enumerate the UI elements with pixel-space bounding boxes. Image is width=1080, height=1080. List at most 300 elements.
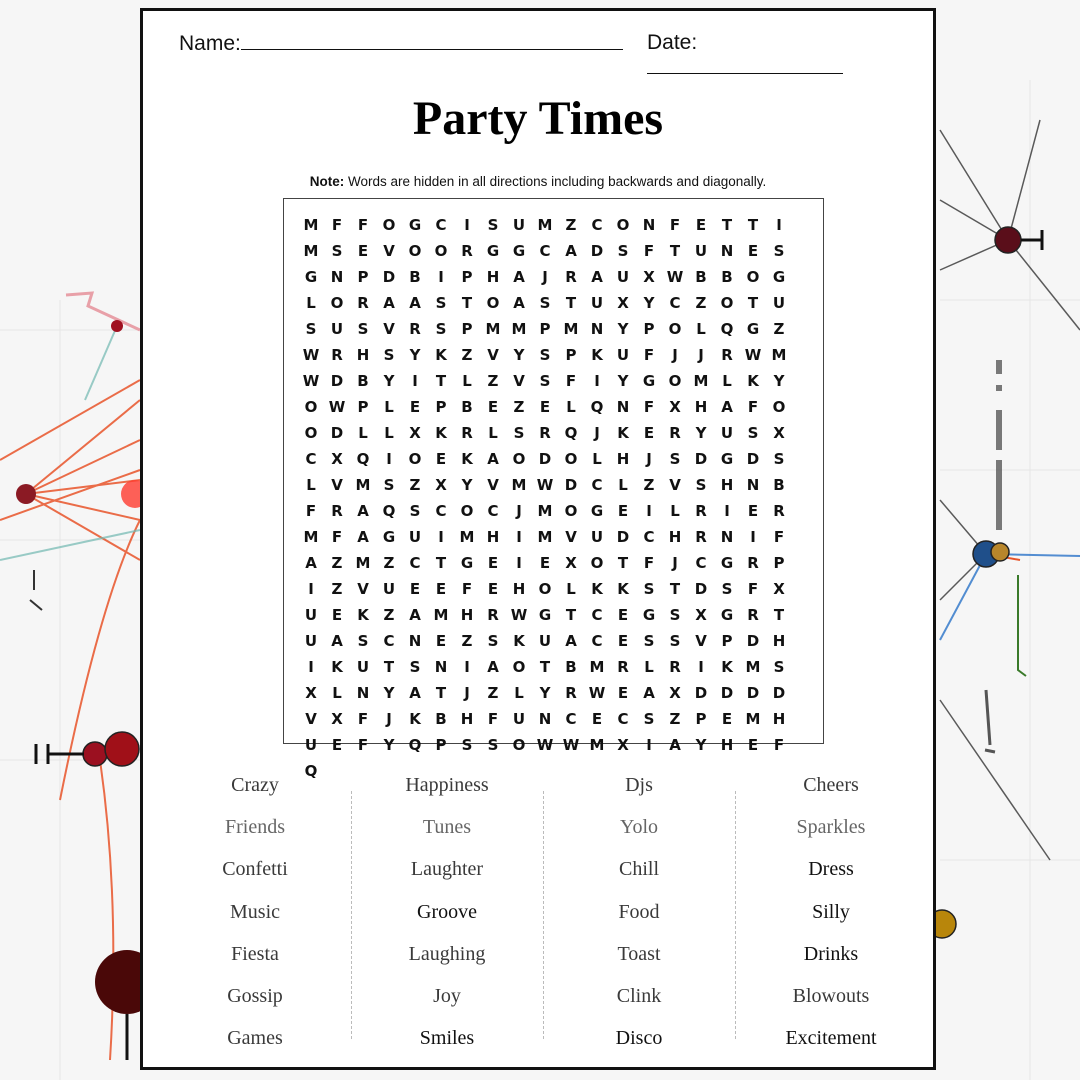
- grid-letter[interactable]: S: [773, 242, 785, 260]
- grid-letter[interactable]: P: [643, 320, 655, 338]
- grid-letter[interactable]: T: [773, 606, 785, 624]
- grid-letter[interactable]: G: [512, 242, 526, 260]
- grid-letter[interactable]: L: [644, 658, 654, 676]
- grid-letter[interactable]: G: [720, 606, 734, 624]
- grid-letter[interactable]: T: [383, 658, 395, 676]
- grid-letter[interactable]: A: [487, 450, 499, 468]
- grid-letter[interactable]: J: [672, 346, 678, 364]
- grid-letter[interactable]: X: [409, 424, 421, 442]
- grid-letter[interactable]: V: [331, 476, 343, 494]
- grid-letter[interactable]: I: [464, 216, 470, 234]
- grid-letter[interactable]: W: [328, 398, 346, 416]
- grid-letter[interactable]: V: [305, 710, 317, 728]
- grid-letter[interactable]: F: [565, 372, 577, 390]
- grid-letter[interactable]: S: [773, 450, 785, 468]
- grid-letter[interactable]: A: [487, 658, 499, 676]
- grid-letter[interactable]: U: [356, 658, 370, 676]
- grid-letter[interactable]: N: [720, 242, 734, 260]
- grid-letter[interactable]: O: [720, 294, 734, 312]
- grid-letter[interactable]: N: [642, 216, 656, 234]
- grid-letter[interactable]: W: [510, 606, 528, 624]
- grid-letter[interactable]: R: [565, 684, 577, 702]
- grid-letter[interactable]: S: [773, 658, 785, 676]
- grid-letter[interactable]: C: [591, 606, 603, 624]
- grid-letter[interactable]: A: [565, 242, 577, 260]
- grid-letter[interactable]: H: [720, 736, 734, 754]
- grid-letter[interactable]: O: [304, 398, 318, 416]
- grid-letter[interactable]: R: [331, 346, 343, 364]
- grid-letter[interactable]: S: [539, 372, 551, 390]
- grid-letter[interactable]: Y: [695, 424, 707, 442]
- grid-letter[interactable]: F: [305, 502, 317, 520]
- grid-letter[interactable]: X: [565, 554, 577, 572]
- grid-letter[interactable]: D: [330, 372, 344, 390]
- grid-letter[interactable]: X: [773, 424, 785, 442]
- grid-letter[interactable]: C: [643, 528, 655, 546]
- grid-letter[interactable]: N: [538, 710, 552, 728]
- grid-letter[interactable]: T: [747, 294, 759, 312]
- grid-letter[interactable]: Z: [461, 632, 473, 650]
- grid-letter[interactable]: L: [306, 294, 316, 312]
- grid-letter[interactable]: Z: [331, 554, 343, 572]
- grid-letter[interactable]: B: [461, 398, 473, 416]
- grid-letter[interactable]: K: [617, 424, 629, 442]
- grid-letter[interactable]: B: [721, 268, 733, 286]
- grid-letter[interactable]: Y: [383, 736, 395, 754]
- grid-letter[interactable]: R: [747, 554, 759, 572]
- grid-letter[interactable]: Y: [383, 372, 395, 390]
- grid-letter[interactable]: I: [724, 502, 730, 520]
- grid-letter[interactable]: F: [747, 580, 759, 598]
- grid-letter[interactable]: W: [588, 684, 606, 702]
- grid-letter[interactable]: Y: [617, 320, 629, 338]
- grid-letter[interactable]: G: [408, 216, 422, 234]
- grid-letter[interactable]: C: [383, 632, 395, 650]
- grid-letter[interactable]: L: [670, 502, 680, 520]
- grid-letter[interactable]: G: [746, 320, 760, 338]
- grid-letter[interactable]: E: [747, 736, 759, 754]
- grid-letter[interactable]: E: [435, 632, 447, 650]
- grid-letter[interactable]: F: [331, 528, 343, 546]
- grid-letter[interactable]: Q: [408, 736, 422, 754]
- grid-letter[interactable]: Z: [409, 476, 421, 494]
- grid-letter[interactable]: P: [695, 710, 707, 728]
- grid-letter[interactable]: U: [616, 268, 630, 286]
- grid-letter[interactable]: S: [669, 632, 681, 650]
- grid-letter[interactable]: V: [695, 632, 707, 650]
- grid-letter[interactable]: Y: [461, 476, 473, 494]
- grid-letter[interactable]: I: [646, 502, 652, 520]
- grid-letter[interactable]: A: [513, 268, 525, 286]
- grid-letter[interactable]: U: [590, 528, 604, 546]
- grid-letter[interactable]: X: [669, 684, 681, 702]
- grid-letter[interactable]: A: [409, 294, 421, 312]
- grid-letter[interactable]: O: [408, 450, 422, 468]
- grid-letter[interactable]: H: [486, 528, 500, 546]
- grid-letter[interactable]: J: [646, 450, 652, 468]
- grid-letter[interactable]: Q: [304, 762, 318, 780]
- grid-letter[interactable]: A: [383, 294, 395, 312]
- grid-letter[interactable]: U: [720, 424, 734, 442]
- grid-letter[interactable]: W: [536, 736, 554, 754]
- grid-letter[interactable]: I: [750, 528, 756, 546]
- grid-letter[interactable]: S: [669, 606, 681, 624]
- grid-letter[interactable]: L: [462, 372, 472, 390]
- grid-letter[interactable]: G: [486, 242, 500, 260]
- grid-letter[interactable]: E: [643, 424, 655, 442]
- grid-letter[interactable]: R: [695, 502, 707, 520]
- grid-letter[interactable]: I: [438, 268, 444, 286]
- grid-letter[interactable]: R: [409, 320, 421, 338]
- grid-letter[interactable]: E: [435, 580, 447, 598]
- grid-letter[interactable]: X: [331, 710, 343, 728]
- grid-letter[interactable]: Z: [643, 476, 655, 494]
- grid-letter[interactable]: T: [435, 372, 447, 390]
- grid-letter[interactable]: O: [408, 242, 422, 260]
- grid-letter[interactable]: K: [617, 580, 629, 598]
- grid-letter[interactable]: C: [591, 216, 603, 234]
- grid-letter[interactable]: N: [408, 632, 422, 650]
- grid-letter[interactable]: E: [357, 242, 369, 260]
- grid-letter[interactable]: L: [566, 580, 576, 598]
- grid-letter[interactable]: S: [513, 424, 525, 442]
- grid-letter[interactable]: D: [330, 424, 344, 442]
- grid-letter[interactable]: R: [747, 606, 759, 624]
- grid-letter[interactable]: K: [331, 658, 343, 676]
- grid-letter[interactable]: M: [589, 736, 605, 754]
- grid-letter[interactable]: Z: [487, 684, 499, 702]
- grid-letter[interactable]: S: [383, 346, 395, 364]
- grid-letter[interactable]: M: [511, 476, 527, 494]
- grid-letter[interactable]: M: [303, 242, 319, 260]
- grid-letter[interactable]: F: [357, 736, 369, 754]
- grid-letter[interactable]: S: [383, 476, 395, 494]
- grid-letter[interactable]: M: [485, 320, 501, 338]
- grid-letter[interactable]: E: [721, 710, 733, 728]
- grid-letter[interactable]: W: [302, 346, 320, 364]
- grid-letter[interactable]: S: [695, 476, 707, 494]
- grid-letter[interactable]: O: [564, 450, 578, 468]
- grid-letter[interactable]: J: [542, 268, 548, 286]
- grid-letter[interactable]: N: [590, 320, 604, 338]
- grid-letter[interactable]: I: [308, 580, 314, 598]
- grid-letter[interactable]: G: [590, 502, 604, 520]
- grid-letter[interactable]: O: [434, 242, 448, 260]
- grid-letter[interactable]: F: [773, 736, 785, 754]
- grid-letter[interactable]: S: [435, 320, 447, 338]
- grid-letter[interactable]: F: [461, 580, 473, 598]
- grid-letter[interactable]: O: [512, 450, 526, 468]
- grid-letter[interactable]: U: [538, 632, 552, 650]
- grid-letter[interactable]: A: [409, 606, 421, 624]
- grid-letter[interactable]: T: [435, 554, 447, 572]
- grid-letter[interactable]: T: [721, 216, 733, 234]
- grid-letter[interactable]: U: [590, 294, 604, 312]
- grid-letter[interactable]: U: [694, 242, 708, 260]
- grid-letter[interactable]: U: [772, 294, 786, 312]
- grid-letter[interactable]: I: [412, 372, 418, 390]
- grid-letter[interactable]: V: [669, 476, 681, 494]
- grid-letter[interactable]: F: [643, 346, 655, 364]
- grid-letter[interactable]: L: [696, 320, 706, 338]
- grid-letter[interactable]: G: [720, 554, 734, 572]
- grid-letter[interactable]: C: [591, 632, 603, 650]
- grid-letter[interactable]: I: [308, 658, 314, 676]
- grid-letter[interactable]: L: [514, 684, 524, 702]
- grid-letter[interactable]: B: [695, 268, 707, 286]
- grid-letter[interactable]: R: [773, 502, 785, 520]
- grid-letter[interactable]: J: [672, 554, 678, 572]
- grid-letter[interactable]: G: [642, 372, 656, 390]
- grid-letter[interactable]: F: [357, 710, 369, 728]
- grid-letter[interactable]: B: [409, 268, 421, 286]
- grid-letter[interactable]: I: [464, 658, 470, 676]
- grid-letter[interactable]: N: [720, 528, 734, 546]
- grid-letter[interactable]: Q: [564, 424, 578, 442]
- grid-letter[interactable]: Z: [487, 372, 499, 390]
- grid-letter[interactable]: J: [594, 424, 600, 442]
- grid-letter[interactable]: R: [461, 242, 473, 260]
- grid-letter[interactable]: T: [565, 294, 577, 312]
- grid-letter[interactable]: R: [617, 658, 629, 676]
- grid-letter[interactable]: S: [461, 736, 473, 754]
- grid-letter[interactable]: N: [746, 476, 760, 494]
- grid-letter[interactable]: I: [516, 528, 522, 546]
- grid-letter[interactable]: V: [383, 320, 395, 338]
- grid-letter[interactable]: S: [409, 502, 421, 520]
- grid-letter[interactable]: Y: [617, 372, 629, 390]
- grid-letter[interactable]: P: [435, 398, 447, 416]
- grid-letter[interactable]: M: [771, 346, 787, 364]
- grid-letter[interactable]: P: [721, 632, 733, 650]
- grid-letter[interactable]: S: [747, 424, 759, 442]
- grid-letter[interactable]: X: [669, 398, 681, 416]
- grid-letter[interactable]: O: [330, 294, 344, 312]
- grid-letter[interactable]: R: [695, 528, 707, 546]
- grid-letter[interactable]: F: [487, 710, 499, 728]
- grid-letter[interactable]: N: [434, 658, 448, 676]
- grid-letter[interactable]: Y: [773, 372, 785, 390]
- grid-letter[interactable]: E: [539, 554, 551, 572]
- grid-letter[interactable]: T: [669, 242, 681, 260]
- grid-letter[interactable]: C: [695, 554, 707, 572]
- grid-letter[interactable]: L: [618, 476, 628, 494]
- grid-letter[interactable]: N: [356, 684, 370, 702]
- grid-letter[interactable]: I: [386, 450, 392, 468]
- grid-letter[interactable]: S: [539, 346, 551, 364]
- grid-letter[interactable]: O: [668, 320, 682, 338]
- grid-letter[interactable]: Z: [331, 580, 343, 598]
- grid-letter[interactable]: O: [772, 398, 786, 416]
- grid-letter[interactable]: H: [772, 632, 786, 650]
- grid-letter[interactable]: Z: [565, 216, 577, 234]
- grid-letter[interactable]: E: [539, 398, 551, 416]
- grid-letter[interactable]: U: [616, 346, 630, 364]
- grid-letter[interactable]: M: [745, 710, 761, 728]
- grid-letter[interactable]: Z: [513, 398, 525, 416]
- grid-letter[interactable]: V: [383, 242, 395, 260]
- grid-letter[interactable]: T: [565, 606, 577, 624]
- grid-letter[interactable]: B: [565, 658, 577, 676]
- grid-letter[interactable]: J: [516, 502, 522, 520]
- grid-letter[interactable]: M: [563, 320, 579, 338]
- grid-letter[interactable]: M: [537, 502, 553, 520]
- grid-letter[interactable]: A: [591, 268, 603, 286]
- grid-letter[interactable]: L: [566, 398, 576, 416]
- grid-letter[interactable]: L: [384, 398, 394, 416]
- grid-letter[interactable]: D: [616, 528, 630, 546]
- grid-letter[interactable]: V: [513, 372, 525, 390]
- grid-letter[interactable]: Y: [409, 346, 421, 364]
- grid-letter[interactable]: D: [694, 580, 708, 598]
- grid-letter[interactable]: K: [747, 372, 759, 390]
- grid-letter[interactable]: T: [539, 658, 551, 676]
- grid-letter[interactable]: J: [464, 684, 470, 702]
- grid-letter[interactable]: C: [409, 554, 421, 572]
- grid-letter[interactable]: U: [304, 736, 318, 754]
- grid-letter[interactable]: M: [433, 606, 449, 624]
- grid-letter[interactable]: X: [773, 580, 785, 598]
- grid-letter[interactable]: S: [643, 580, 655, 598]
- grid-letter[interactable]: Z: [383, 606, 395, 624]
- grid-letter[interactable]: O: [512, 658, 526, 676]
- grid-letter[interactable]: D: [694, 684, 708, 702]
- grid-letter[interactable]: L: [384, 424, 394, 442]
- grid-letter[interactable]: X: [331, 450, 343, 468]
- grid-letter[interactable]: Z: [773, 320, 785, 338]
- grid-letter[interactable]: K: [409, 710, 421, 728]
- grid-letter[interactable]: K: [513, 632, 525, 650]
- grid-letter[interactable]: M: [459, 528, 475, 546]
- grid-letter[interactable]: T: [747, 216, 759, 234]
- grid-letter[interactable]: D: [564, 476, 578, 494]
- grid-letter[interactable]: A: [305, 554, 317, 572]
- grid-letter[interactable]: C: [669, 294, 681, 312]
- grid-letter[interactable]: O: [486, 294, 500, 312]
- grid-letter[interactable]: M: [303, 216, 319, 234]
- grid-letter[interactable]: S: [435, 294, 447, 312]
- grid-letter[interactable]: F: [773, 528, 785, 546]
- grid-letter[interactable]: A: [643, 684, 655, 702]
- grid-letter[interactable]: S: [487, 736, 499, 754]
- grid-letter[interactable]: Q: [720, 320, 734, 338]
- grid-letter[interactable]: F: [643, 242, 655, 260]
- grid-letter[interactable]: H: [356, 346, 370, 364]
- grid-letter[interactable]: R: [721, 346, 733, 364]
- grid-letter[interactable]: O: [382, 216, 396, 234]
- grid-letter[interactable]: E: [747, 242, 759, 260]
- grid-letter[interactable]: I: [516, 554, 522, 572]
- grid-letter[interactable]: J: [698, 346, 704, 364]
- grid-letter[interactable]: H: [616, 450, 630, 468]
- grid-letter[interactable]: D: [746, 632, 760, 650]
- grid-letter[interactable]: S: [617, 242, 629, 260]
- grid-letter[interactable]: E: [331, 736, 343, 754]
- grid-letter[interactable]: S: [539, 294, 551, 312]
- grid-letter[interactable]: U: [512, 710, 526, 728]
- grid-letter[interactable]: P: [357, 398, 369, 416]
- grid-letter[interactable]: P: [539, 320, 551, 338]
- grid-letter[interactable]: O: [538, 580, 552, 598]
- grid-letter[interactable]: K: [357, 606, 369, 624]
- grid-letter[interactable]: B: [773, 476, 785, 494]
- grid-letter[interactable]: I: [646, 736, 652, 754]
- grid-letter[interactable]: B: [435, 710, 447, 728]
- grid-letter[interactable]: U: [408, 528, 422, 546]
- grid-letter[interactable]: H: [460, 710, 474, 728]
- grid-letter[interactable]: O: [746, 268, 760, 286]
- grid-letter[interactable]: X: [617, 294, 629, 312]
- grid-letter[interactable]: S: [721, 580, 733, 598]
- grid-letter[interactable]: D: [720, 684, 734, 702]
- grid-letter[interactable]: Z: [461, 346, 473, 364]
- grid-letter[interactable]: K: [591, 580, 603, 598]
- grid-letter[interactable]: E: [617, 632, 629, 650]
- grid-letter[interactable]: X: [305, 684, 317, 702]
- grid-letter[interactable]: H: [694, 398, 708, 416]
- grid-letter[interactable]: Y: [539, 684, 551, 702]
- grid-letter[interactable]: F: [643, 398, 655, 416]
- grid-letter[interactable]: M: [511, 320, 527, 338]
- grid-letter[interactable]: X: [643, 268, 655, 286]
- grid-letter[interactable]: G: [720, 450, 734, 468]
- grid-letter[interactable]: F: [747, 398, 759, 416]
- grid-letter[interactable]: P: [773, 554, 785, 572]
- grid-letter[interactable]: D: [382, 268, 396, 286]
- grid-letter[interactable]: A: [331, 632, 343, 650]
- grid-letter[interactable]: L: [722, 372, 732, 390]
- grid-letter[interactable]: R: [669, 424, 681, 442]
- grid-letter[interactable]: Y: [383, 684, 395, 702]
- grid-letter[interactable]: Z: [669, 710, 681, 728]
- grid-letter[interactable]: R: [565, 268, 577, 286]
- grid-letter[interactable]: O: [512, 736, 526, 754]
- grid-letter[interactable]: H: [772, 710, 786, 728]
- grid-letter[interactable]: N: [616, 398, 630, 416]
- grid-letter[interactable]: T: [617, 554, 629, 572]
- grid-letter[interactable]: F: [331, 216, 343, 234]
- grid-letter[interactable]: T: [669, 580, 681, 598]
- grid-letter[interactable]: L: [488, 424, 498, 442]
- grid-letter[interactable]: P: [461, 268, 473, 286]
- grid-letter[interactable]: E: [435, 450, 447, 468]
- grid-letter[interactable]: F: [643, 554, 655, 572]
- grid-letter[interactable]: Z: [695, 294, 707, 312]
- grid-letter[interactable]: C: [435, 502, 447, 520]
- grid-letter[interactable]: W: [744, 346, 762, 364]
- grid-letter[interactable]: E: [409, 580, 421, 598]
- name-field[interactable]: [179, 31, 623, 56]
- grid-letter[interactable]: L: [358, 424, 368, 442]
- grid-letter[interactable]: V: [565, 528, 577, 546]
- grid-letter[interactable]: A: [409, 684, 421, 702]
- grid-letter[interactable]: E: [487, 580, 499, 598]
- grid-letter[interactable]: R: [669, 658, 681, 676]
- grid-letter[interactable]: E: [617, 502, 629, 520]
- grid-letter[interactable]: Z: [383, 554, 395, 572]
- grid-letter[interactable]: C: [565, 710, 577, 728]
- grid-letter[interactable]: H: [512, 580, 526, 598]
- grid-letter[interactable]: K: [461, 450, 473, 468]
- grid-letter[interactable]: V: [487, 346, 499, 364]
- grid-letter[interactable]: S: [643, 710, 655, 728]
- grid-letter[interactable]: H: [668, 528, 682, 546]
- grid-letter[interactable]: L: [332, 684, 342, 702]
- grid-letter[interactable]: A: [669, 736, 681, 754]
- grid-letter[interactable]: M: [303, 528, 319, 546]
- grid-letter[interactable]: S: [409, 658, 421, 676]
- grid-letter[interactable]: R: [487, 606, 499, 624]
